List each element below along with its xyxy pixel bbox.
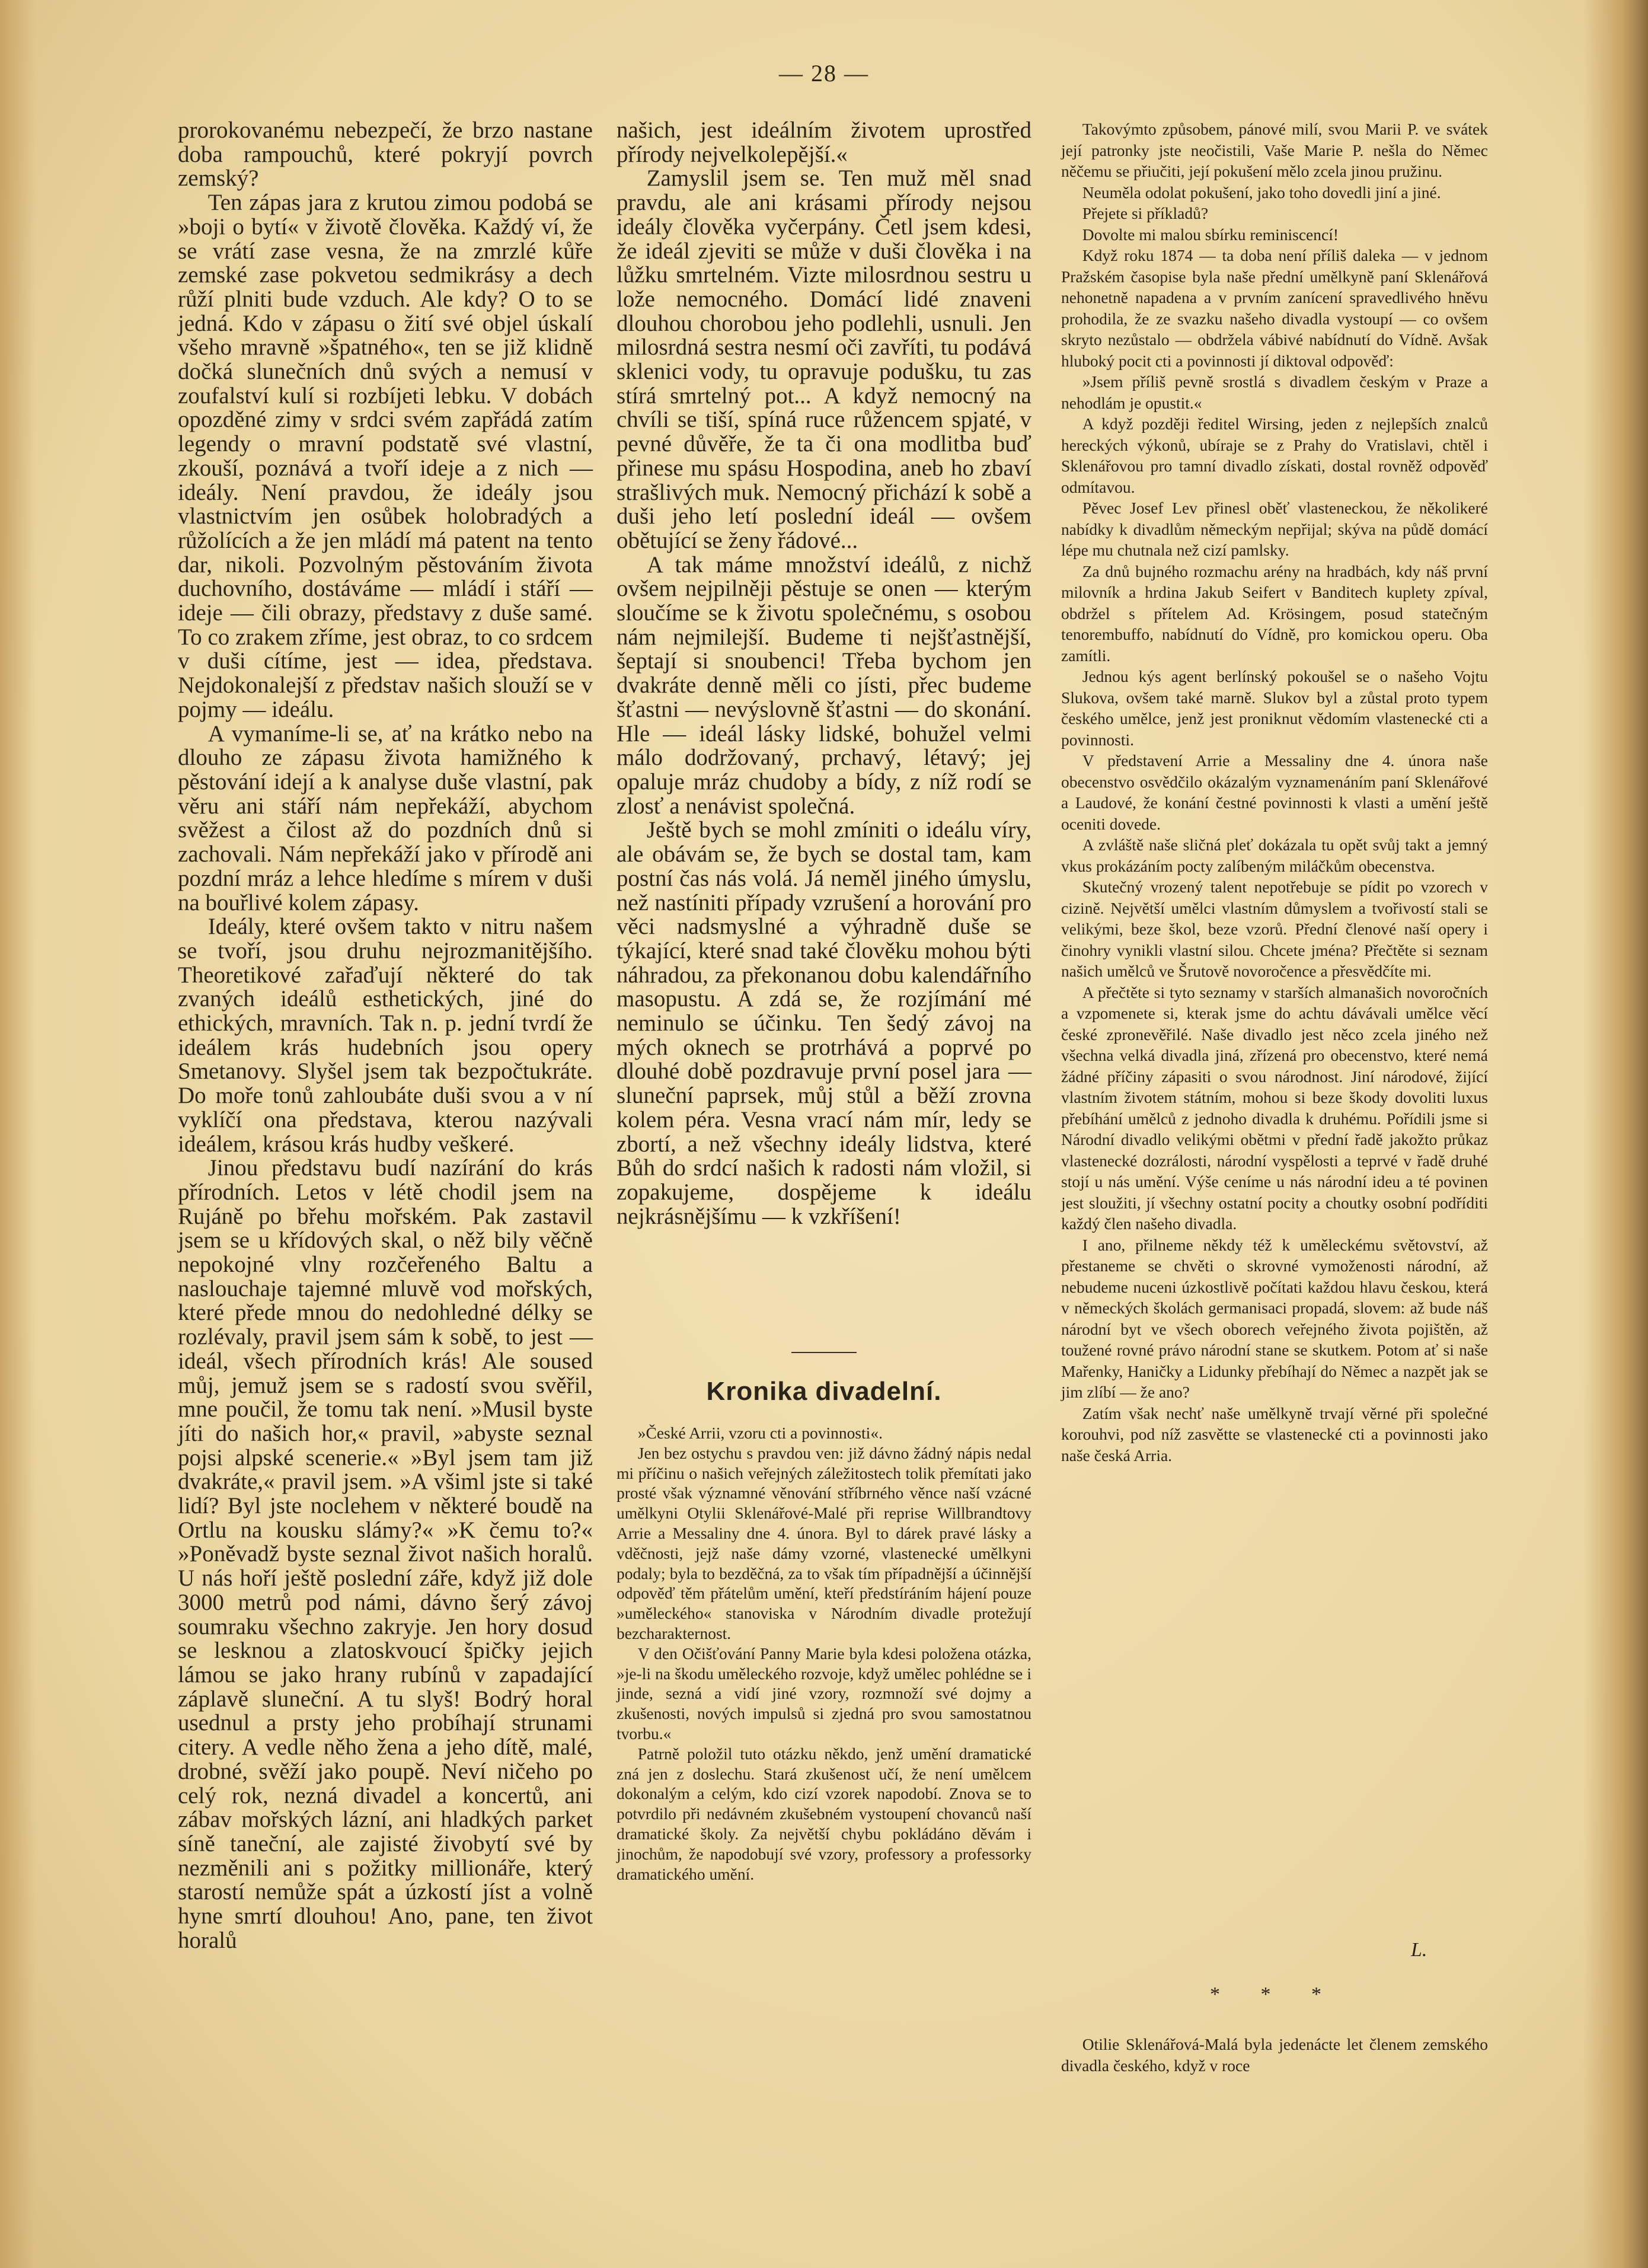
paragraph: Jinou představu budí nazírání do krás přírodních. Letos v létě chodil jsem na Rujáně po břehu mořském. Pak zastavil jsem se u křídových skal, o něž bily věčně nepokojné vlny rozčeřeného Baltu a naslouchaje tajemné mluvě vod mořských, které přede mnou do nedohledné délky se rozlévaly, pravil jsem sám k sobě, to jest — ideál, všech přírodních krás! Ale soused můj, jemuž jsem se s radostí svou svěřil, mne poučil, že tomu tak není. »Musil byste jíti do našich hor,« pravil, »abyste seznal pojsi alpské scenerie.« »Byl jsem tam již dvakráte,« pravil jsem. »A všiml jste si také lidí? Byl jste noclehem v některé boudě na Ortlu na kousku slámy?« »K čemu to?« »Poněvadž byste seznal život našich horalů. U nás hoří ještě poslední záře, když již dole 3000 metrů pod námi, dávno šerý závoj soumraku všechno zakryje. Jen hory dosud se lesknou a zlatoskvoucí špičky jejich lámou se jako hrany rubínů v zapadající záplavě sluneční. A tu slyš! Bodrý horal usednul a prsty jeho probíhají strunami citery. A vedle něho žena a jeho dítě, malé, drobné, svěží jako poupě. Neví ničeho po celý rok, nezná divadel a koncertů, ani zábav mořských lázní, ani hladkých parket síně taneční, ale zajisté živobytí své by nezměnili ani s požitky millionáře, který starostí nemůže spát a úzkostí jíst a volně hyne smrtí dlouhou! Ano, pane, ten život horalů (178, 1155, 593, 1953)
paragraph: Neuměla odolat pokušení, jako toho dovedli jiní a jiné. (1082, 183, 1441, 202)
paragraph: Ideály, které ovšem takto v nitru našem se tvoří, jsou druhu nejrozmanitějšího. Theoretikové zařaďují některé do tak zvaných ideálů esthetických, jiné do ethických, mravních. Tak n. p. jední tvrdí že ideálem krás hudebních jsou opery Smetanovy. Slyšel jsem tak bezpočtukráte. Do moře tonů zahloubáte duši svou a v ní vyklíčí ona představa, kterou nazývali ideálem, krásou krás hudby veškeré. (178, 914, 593, 1157)
paragraph: »České Arrii, vzoru cti a povinnosti«. (637, 1424, 883, 1442)
paragraph: Když roku 1874 — ta doba není příliš daleka — v jednom Pražském časopise byla naše přední umělkyně paní Sklenářová nehonetně napadena a v prvním zanícení spravedlivého hněvu prohodila, že ze svazku našeho divadla vystoupí — co ovšem skryto nezůstalo — obdržela vábivé nabídnutí do Vídně. Avšak hluboký pocit cti a povinnosti jí diktoval odpověď: (1061, 246, 1488, 370)
column-left (178, 119, 593, 1953)
paragraph: Pěvec Josef Lev přinesl oběť vlasteneckou, že několikeré nabídky k divadlům německým nepřijal; skýva na půdě domácí lépe mu chutnala než cizí pamlsky. (1061, 499, 1488, 559)
page-edge-left (0, 0, 36, 2268)
author-signature: L. (1411, 1939, 1427, 1961)
paragraph: Zatím však nechť naše umělkyně trvají věrné při společné korouhvi, pod níž zasvětte se vlastenecké cti a povinnosti jako naše česká Arria. (1061, 1403, 1488, 1465)
paragraph: A tak máme množství ideálů, z nichž ovšem nejpilněji pěstuje se onen — kterým sloučíme se k životu společnému, s osobou nám nejmilejší. Budeme ti nejšťastnější, šeptají si snoubenci! Třeba bychom jen dvakráte denně měli co jísti, přec budeme šťastni — nevýslovně šťastni — do skonání. Hle — ideál lásky lidské, bohužel velmi málo dodržovaný, prchavý, létavý; jej opaluje mráz chudoby a bídy, z níž rodí se zlosť a nenávist společná. (617, 551, 1031, 819)
column-right (1061, 119, 1488, 1466)
paragraph: Skutečný vrozený talent nepotřebuje se pídit po vzorech v cizině. Největší umělci vlastním důmyslem a tvořivostí stali se velikými, beze škol, beze vzorů. Přední členové naší opery i činohry vynikli vlastní silou. Chcete jména? Přečtěte si seznam našich umělců ve Šrutově novoročence a přesvědčíte mi. (1061, 878, 1488, 980)
paragraph: V den Očišťování Panny Marie byla kdesi položena otázka, »je-li na škodu uměleckého rozvoje, když umělec pohlédne se i jinde, sezná a vidí jiné vzory, rozmnoží své dojmy a zkušenosti, nových impulsů si zjedná pro svou samostatnou tvorbu.« (617, 1644, 1031, 1743)
paragraph: Takovýmto způsobem, pánové milí, svou Marii P. ve svátek její patronky jste neočistili, Vaše Marie P. nešla do Němec něčemu se přiučiti, její pokušení mělo zcela jinou pružinu. (1061, 120, 1488, 180)
paragraph: Zamyslil jsem se. Ten muž měl snad pravdu, ale ani krásami přírody nejsou ideály člověka vyčerpány. Četl jsem kdesi, že ideál zjeviti se může v duši člověka i na lůžku smrtelném. Vizte milosrdnou sestru u lože nemocného. Domácí lidé znaveni dlouhou chorobou jeho podlehli, usnuli. Jen milosrdná sestra nesmí oči zavříti, tu podává sklenici vody, tu opravuje podušku, tu zas stírá smrtelný pot... A když nemocný na chvíli se tiší, spíná ruce růžencem spjaté, v pevné důvěře, že ta či ona modlitba buď přinese mu spásu Hospodina, aneb ho zbaví strašlivých muk. Nemocný přichází k sobě a duši jeho letí poslední ideál — ovšem obětující se ženy řádové... (617, 165, 1031, 553)
paragraph: Jen bez ostychu s pravdou ven: již dávno žádný nápis nedal mi příčinu o našich veřejných záležitostech tolik přemítati jako prosté však významné věnování stříbrného věnce naší vzácné umělkyni Otylii Sklenářové-Malé při reprise Willbrandtovy Arrie a Messaliny dne 4. února. Byl to dárek pravé lásky a vděčnosti, jejž naše dámy vzorné, vlastenecké umělkyni podaly; byla to bezděčná, za to však tím případnější a účinnější odpověď těm přátelům umění, kteří předstíráním hájení pouze »uměleckého« stanoviska v Národním divadle protežují bezcharakternost. (617, 1443, 1031, 1642)
paragraph: A když později ředitel Wirsing, jeden z nejlepších znalců hereckých výkonů, ubíraje se z Prahy do Vratislavi, chtěl i Sklenářovou pro tamní divadlo získati, dostal rovněž odpověď odmítavou. (1061, 414, 1488, 496)
column-right-continuation (1061, 2034, 1488, 2076)
paragraph: Otilie Sklenářová-Malá byla jedenácte let členem zemského divadla českého, když v roce (1061, 2035, 1488, 2075)
paragraph: Patrně položil tuto otázku někdo, jenž umění dramatické zná jen z doslechu. Stará zkušenost učí, že není umělcem dokonalým a celým, kdo cizí vzorek napodobí. Znova se to potvrdilo při nedávném zkušebném vystoupení chovanců naší dramatické školy. Za největší chybu pokládáno děvám i jinochům, že napodobují své vzory, professory a professorky dramatického umění. (617, 1744, 1031, 1883)
column-middle (617, 119, 1031, 1229)
kronika-article (617, 1423, 1031, 1884)
section-divider (791, 1352, 857, 1353)
paragraph: Jednou kýs agent berlínský pokoušel se o našeho Vojtu Slukova, ovšem také marně. Slukov byl a zůstal proto typem českého umělce, jenž jest proniknut vědomím vlastenecké cti a povinnosti. (1061, 667, 1488, 749)
paragraph: Za dnů bujného rozmachu arény na hradbách, kdy náš první milovník a hrdina Jakub Seifert v Banditech kuplety zpíval, obdržel s přítelem Ad. Krösingem, posud statečným tenorembuffo, nabídnutí do Vídně, pro komickou operu. Oba zamítli. (1061, 562, 1488, 665)
section-title: Kronika divadelní. (706, 1377, 942, 1406)
paragraph: Dovolte mi malou sbírku reminiscencí! (1082, 225, 1339, 244)
paragraph: prorokovanému nebezpečí, že brzo nastane doba rampouchů, které pokryjí povrch zemský? (178, 117, 593, 192)
page-number: — 28 — (779, 60, 869, 87)
paragraph: »Jsem příliš pevně srostlá s divadlem českým v Praze a nehodlám je opustit.« (1061, 372, 1488, 412)
paragraph: A vymaníme-li se, ať na krátko nebo na dlouho ze zápasu života hamižného k pěstování idejí a k analyse duše vlastní, pak věru ani stáří nám nepřekáží, abychom svěžest a čilost až do pozdních dnů si zachovali. Nám nepřekáží jako v přírodě ani pozdní mráz a lehce hledíme s mírem v duši na bouřlivé kolem zápasy. (178, 720, 593, 916)
page-edge-right (1583, 0, 1648, 2268)
paragraph: Ještě bych se mohl zmíniti o ideálu víry, ale obávám se, že bych se dostal tam, kam postní čas nás volá. Já neměl jiného úmyslu, než nastíniti případy vzrušení a horování pro věci nadsmyslné a výhradně duše se týkající, které snad také člověku mohou býti náhradou, za překonanou dobu kalendářního masopustu. A zdá se, že rozjímání mé neminulo se účinku. Ten šedý závoj na mých oknech se protrhává a poprvé po dlouhé době pozdravuje první posel jara — sluneční paprsek, můj stůl a běží zrovna kolem péra. Vesna vrací nám mír, ledy se zbortí, a než všechny ideály lidstva, které Bůh do srdcí našich k radosti nám vložil, si zopakujeme, dospějeme k ideálu nejkrásnějšímu — k vzkříšení! (617, 817, 1031, 1229)
paragraph: A zvláště naše sličná pleť dokázala tu opět svůj takt a jemný vkus prokázáním pocty zalíbeným miláčkům obecenstva. (1061, 835, 1488, 875)
paragraph: A přečtěte si tyto seznamy v starších almanašich novoročních a vzpomenete si, kterak jsme do achtu dávávali umělce věcí české zpronevěřilé. Naše divadlo jest něco zcela jiného než všechna velká divadla jiná, zřízená pro obecenstvo, které nemá žádné příčiny zápasiti o svou národnost. Jiní národové, žijící vlastním životem státním, mohou si beze škody dovoliti luxus přebíhání umělců z jednoho divadla k druhému. Pořídili jsme si Národní divadlo velikými obětmi v přední řadě jakožto průkaz vlastenecké dozrálosti, národní vyspělosti a teprvé v řadě druhé stojí u nás umění. Výše ceníme u nás národní ideu a té povinen jest sloužiti, jí všechny ostatní pocity a choutky osobní podříditi každý člen našeho divadla. (1061, 983, 1488, 1233)
asterisk-separator: * * * (1210, 1983, 1339, 2005)
paragraph: Ten zápas jara z krutou zimou podobá se »boji o bytí« v životě člověka. Každý ví, že se vrátí zase vesna, že na zmrzlé kůře zemské zase pokvetou sedmikrásy a dech růží plniti bude vzduch. Ale kdy? O to se jedná. Kdo v zápasu o žití své objel úskalí všeho mravně »špatného«, ten se již klidně dočká slunečních dnů svých a nemusí v zoufalství kulí si rozbíjeti lebku. V dobách opozděné zimy v srdci svém zapřádá zatím legendy o mravní podstatě své vlastní, zkouší, poznává a tvoří ideje a z nich — ideály. Není pravdou, že ideály jsou vlastnictvím jen osůbek holobradých a růžolících a že jen mládí má patent na tento dar, nikoli. Pozvolným pěstováním života duchovního, dostáváme — mládí i stáří — ideje — čili obrazy, představy z duše samé. To co zrakem zříme, jest obraz, to co srdcem v duši cítíme, jest — idea, představa. Nejdokonalejší z představ našich slouží se v pojmy — ideálu. (178, 190, 593, 722)
paragraph: V představení Arrie a Messaliny dne 4. února naše obecenstvo osvědčilo okázalým vyznamenáním paní Sklenářové a Laudové, že konání čestné povinnosti k vlasti a umění ještě oceniti dovede. (1061, 751, 1488, 833)
paragraph: Přejete si příkladů? (1082, 204, 1209, 222)
paragraph: I ano, přilneme někdy též k uměleckému světovství, až přestaneme se chvěti o skrovné vymoženosti národní, až nebudeme nuceni úzkostlivě počítati každou hlavu českou, která v německých školách germanisaci propadá, slovem: až bude náš národní byt ve všech oborech veřejného života pojištěn, až toužené rovné právo národní stane se skutkem. Potom ať si naše Mařenky, Haničky a Lidunky přebíhají do Němec a nazpět jak se jim zlíbí — že ano? (1061, 1235, 1488, 1401)
paragraph: našich, jest ideálním životem uprostřed přírody nejvelkolepější.« (617, 117, 1031, 167)
